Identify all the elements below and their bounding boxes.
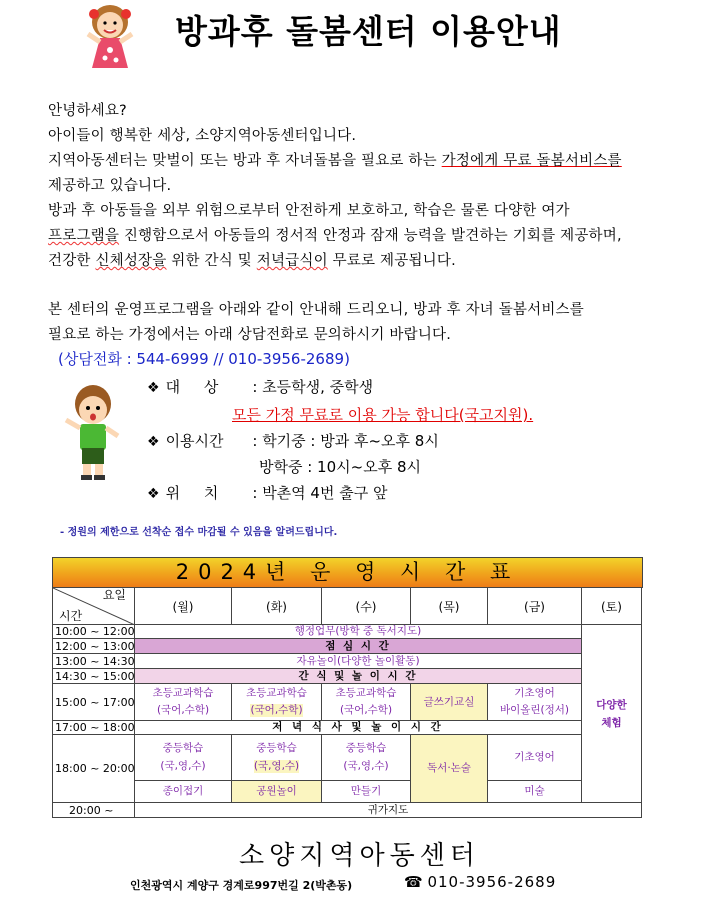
time-cell: 15:00 ~ 17:00 — [53, 684, 135, 721]
spell-underlined: 신체성장을 — [95, 253, 167, 269]
elem-study-cell — [232, 684, 322, 721]
spell-underlined: 저녁급식이 — [256, 253, 328, 269]
diamond-bullet-icon: ❖ — [147, 434, 160, 450]
intro-line: 필요로 하는 가정에서는 아래 상담전화로 문의하시기 바랍니다. — [48, 327, 452, 343]
basic-english-cell: 기초영어 — [488, 735, 582, 781]
info-location — [147, 482, 387, 503]
time-cell: 20:00 ~ — [53, 803, 135, 818]
corner-time-label: 시간 — [59, 609, 83, 623]
spell-underlined: 프로그램을 — [48, 228, 120, 244]
reading-cell: 독서·논술 — [411, 735, 488, 803]
saturday-cell: 다양한 체험 — [582, 625, 642, 803]
footer-address: 인천광역시 계양구 경계로997번길 2(박촌동) — [130, 879, 353, 892]
day-header: (화) — [232, 588, 322, 625]
cell-text: (국어,수학) — [250, 704, 303, 716]
mid-study-cell — [322, 735, 411, 781]
cell-text: 중등학습 — [162, 742, 204, 754]
info-target — [147, 376, 373, 397]
intro-line — [48, 149, 622, 170]
intro-line: 제공하고 있습니다. — [48, 178, 172, 194]
info-colon: : — [252, 378, 258, 396]
intro-line: 방과 후 아동들을 외부 위험으로부터 안전하게 보호하고, 학습은 물론 다양한 여가 — [48, 203, 570, 219]
info-value: 초등학생, 중학생 — [262, 378, 374, 396]
intro-text: 지역아동센터는 맞벌이 또는 방과 후 자녀돌봄을 필요로 하는 — [48, 153, 442, 169]
diamond-bullet-icon: ❖ — [147, 486, 160, 502]
day-header: (목) — [411, 588, 488, 625]
paper-cell: 종이접기 — [135, 781, 232, 803]
corner-day-label: 요일 — [102, 588, 126, 602]
cell-text: (국,영,수) — [343, 760, 389, 772]
info-colon: : — [252, 432, 258, 450]
dinner-row: 저 녁 식 사 및 놀 이 시 간 — [135, 721, 582, 735]
timetable — [52, 557, 643, 818]
home-row: 귀가지도 — [135, 803, 642, 818]
cell-text: 초등교과학습 — [152, 687, 214, 699]
greeting: 안녕하세요? — [48, 103, 127, 119]
lunch-row: 점 심 시 간 — [135, 639, 582, 654]
cell-text: (국어,수학) — [156, 704, 210, 716]
writing-cell: 글쓰기교실 — [411, 684, 488, 721]
highlight-free-service: 가정에게 무료 돌봄서비스를 — [441, 153, 622, 169]
intro-line — [48, 224, 622, 245]
cell-text: (국,영,수) — [160, 760, 206, 772]
craft-cell: 공원놀이 — [232, 781, 322, 803]
elem-study-cell — [322, 684, 411, 721]
intro-text: 위한 간식 및 — [166, 253, 257, 269]
mid-study-cell — [232, 735, 322, 781]
snack-row: 간 식 및 놀 이 시 간 — [135, 669, 582, 684]
making-cell: 만들기 — [322, 781, 411, 803]
time-cell: 17:00 ~ 18:00 — [55, 721, 135, 734]
girl-illustration — [70, 0, 150, 70]
timetable-grid — [52, 587, 642, 818]
capacity-notice: - 정원의 제한으로 선착순 접수 마감될 수 있음을 알려드립니다. — [60, 527, 338, 538]
intro-text: 무료로 제공됩니다. — [327, 253, 456, 269]
footer-phone-number: 010-3956-2689 — [427, 873, 557, 891]
page-title: 방과후 돌봄센터 이용안내 — [175, 12, 562, 51]
day-header: (토) — [582, 588, 642, 625]
cell-text: (국어,수학) — [339, 704, 393, 716]
elem-study-cell — [135, 684, 232, 721]
art-cell: 미술 — [488, 781, 582, 803]
free-play-row: 자유놀이(다양한 놀이활동) — [135, 654, 582, 669]
time-cell: 14:30 ~ 15:00 — [55, 669, 135, 683]
info-value: 학기중 : 방과 후~오후 8시 — [262, 432, 439, 450]
intro-line: 본 센터의 운영프로그램을 아래와 같이 안내해 드리오니, 방과 후 자녀 돌봄서비스를 — [48, 302, 584, 318]
footer-phone — [404, 873, 556, 891]
cell-text: 초등교과학습 — [335, 687, 397, 699]
day-header: (월) — [135, 588, 232, 625]
info-hours-vacation: 방학중 : 10시~오후 8시 — [259, 458, 421, 476]
diamond-bullet-icon: ❖ — [147, 380, 160, 396]
center-name: 소양지역아동센터 — [239, 841, 480, 871]
cell-text: (국,영,수) — [253, 760, 300, 772]
info-label: 이용시간 — [165, 432, 224, 450]
info-hours — [147, 430, 439, 451]
info-value: 박촌역 4번 출구 앞 — [262, 484, 388, 502]
cell-text: 초등교과학습 — [246, 687, 307, 699]
cell-text: 중등학습 — [345, 742, 387, 754]
intro-text: 건강한 — [48, 253, 96, 269]
admin-row: 행정업무(방학 중 독서지도) — [135, 625, 582, 639]
time-cell: 10:00 ~ 12:00 — [55, 625, 135, 638]
time-cell: 18:00 ~ 20:00 — [53, 735, 135, 803]
phone-icon: ☎ — [404, 873, 423, 891]
corner-cell — [53, 588, 135, 625]
free-notice: 모든 가정 무료로 이용 가능 합니다(국고지원). — [232, 406, 534, 424]
intro-line: 아이들이 행복한 세상, 소양지역아동센터입니다. — [48, 128, 357, 144]
info-label: 위 치 — [165, 484, 219, 502]
cell-text: 기초영어 — [514, 687, 555, 699]
day-header: (수) — [322, 588, 411, 625]
time-cell: 12:00 ~ 13:00 — [55, 639, 135, 653]
intro-line — [48, 249, 456, 270]
day-header: (금) — [488, 588, 582, 625]
time-cell: 13:00 ~ 14:30 — [55, 654, 135, 668]
timetable-title: 2024년 운 영 시 간 표 — [52, 557, 643, 588]
english-violin-cell — [488, 684, 582, 721]
consult-phone: (상담전화 : 544-6999 // 010-3956-2689) — [58, 350, 350, 368]
boy-illustration — [62, 382, 124, 482]
info-label: 대 상 — [165, 378, 219, 396]
mid-study-cell — [135, 735, 232, 781]
cell-text: 바이올린(정서) — [499, 704, 570, 716]
intro-text: 진행함으로서 아동들의 정서적 안정과 잠재 능력을 발견하는 기회를 제공하며, — [119, 228, 622, 244]
info-colon: : — [252, 484, 258, 502]
cell-text: 중등학습 — [256, 742, 297, 754]
